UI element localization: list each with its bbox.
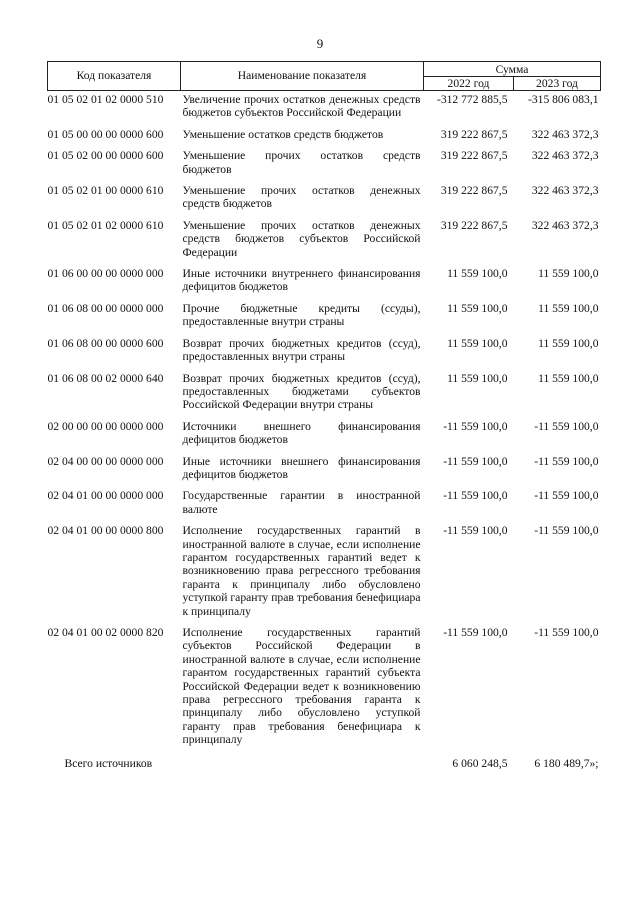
total-2022: 6 060 248,5 <box>452 756 508 770</box>
indicator-code: 02 04 00 00 00 0000 000 <box>47 454 164 468</box>
header-year-2022: 2022 год <box>424 77 514 91</box>
amount-2022: 319 222 867,5 <box>440 218 508 232</box>
indicator-code: 01 05 02 00 00 0000 600 <box>47 149 164 163</box>
table-row <box>48 217 601 265</box>
amount-2022: 11 559 100,0 <box>447 301 508 315</box>
indicator-name: Иные источники внешнего финансирования дефицитов бюджетов <box>182 454 421 481</box>
amount-2023: 11 559 100,0 <box>538 371 599 385</box>
header-year-2023: 2023 год <box>514 77 601 91</box>
amount-2023: -11 559 100,0 <box>534 626 599 639</box>
total-2023: 6 180 489,7»; <box>534 756 599 770</box>
amount-2023: -11 559 100,0 <box>534 454 599 468</box>
indicator-code: 01 05 02 01 02 0000 510 <box>47 93 164 106</box>
indicator-name: Исполнение государственных гарантий субъектов Российской Федерации в иностранной валюте в случае, если исполнение гарантом государственных гарантий субъекта Российской Федерации ведет к возникновению права регрессного требования гаранта к принципалу либо обусловлено уступкой гаранту прав требования бенефициара к принципалу <box>182 626 421 747</box>
amount-2022: 11 559 100,0 <box>447 267 508 281</box>
indicator-name: Возврат прочих бюджетных кредитов (ссуд), предоставленных внутри страны <box>182 336 421 364</box>
indicator-code: 01 05 00 00 00 0000 600 <box>47 127 164 141</box>
indicator-name: Возврат прочих бюджетных кредитов (ссуд), предоставленных бюджетами субъектов Российской Федерации внутри страны <box>182 371 421 412</box>
total-row <box>48 753 601 770</box>
table-row <box>48 335 601 370</box>
indicator-name: Уменьшение остатков средств бюджетов <box>182 127 384 141</box>
amount-2022: 319 222 867,5 <box>440 127 508 141</box>
table-row <box>48 147 601 182</box>
amount-2022: -11 559 100,0 <box>443 454 508 468</box>
indicator-code: 01 05 02 01 00 0000 610 <box>47 184 164 198</box>
amount-2022: -11 559 100,0 <box>443 524 508 538</box>
table-row <box>48 265 601 300</box>
total-label: Всего источников <box>64 756 153 770</box>
indicator-code: 01 05 02 01 02 0000 610 <box>47 218 164 232</box>
amount-2023: 11 559 100,0 <box>538 267 599 281</box>
indicator-code: 01 06 08 00 00 0000 000 <box>47 301 164 315</box>
amount-2022: 11 559 100,0 <box>447 336 508 350</box>
amount-2023: 11 559 100,0 <box>538 301 599 315</box>
indicator-code: 01 06 00 00 00 0000 000 <box>47 267 164 281</box>
amount-2023: -315 806 083,1 <box>527 93 599 106</box>
table-row <box>48 182 601 217</box>
page-number: 9 <box>316 36 324 51</box>
indicator-name: Источники внешнего финансирования дефицитов бюджетов <box>182 419 421 447</box>
header-code: Код показателя <box>48 62 181 91</box>
amount-2022: 319 222 867,5 <box>440 184 508 198</box>
indicator-name: Иные источники внутреннего финансирования дефицитов бюджетов <box>182 267 421 294</box>
amount-2023: 322 463 372,3 <box>531 127 599 141</box>
indicator-code: 02 04 01 00 00 0000 000 <box>47 489 164 503</box>
table-row <box>48 91 601 126</box>
indicator-code: 02 04 01 00 00 0000 800 <box>47 524 164 538</box>
table-row <box>48 487 601 522</box>
table-row <box>48 418 601 453</box>
indicator-code: 02 04 01 00 02 0000 820 <box>47 626 164 639</box>
indicator-name: Увеличение прочих остатков денежных средств бюджетов субъектов Российской Федерации <box>182 93 421 120</box>
indicator-name: Прочие бюджетные кредиты (ссуды), предоставленные внутри страны <box>182 301 421 329</box>
sources-table <box>47 61 601 770</box>
amount-2023: -11 559 100,0 <box>534 524 599 538</box>
amount-2023: -11 559 100,0 <box>534 419 599 433</box>
header-sum: Сумма <box>424 62 601 77</box>
indicator-code: 01 06 08 00 02 0000 640 <box>47 371 164 385</box>
table-body <box>48 91 601 753</box>
table-row <box>48 300 601 335</box>
table-row <box>48 522 601 624</box>
amount-2023: 11 559 100,0 <box>538 336 599 350</box>
table-header <box>48 62 601 91</box>
indicator-name: Уменьшение прочих остатков денежных средств бюджетов субъектов Российской Федерации <box>182 218 421 259</box>
amount-2023: -11 559 100,0 <box>534 489 599 503</box>
indicator-name: Уменьшение прочих остатков денежных средств бюджетов <box>182 184 421 211</box>
indicator-name: Государственные гарантии в иностранной валюте <box>182 489 421 516</box>
table-row <box>48 126 601 147</box>
table-row <box>48 370 601 418</box>
amount-2022: -11 559 100,0 <box>443 419 508 433</box>
total-name-empty <box>181 753 424 770</box>
indicator-name: Исполнение государственных гарантий в иностранной валюте в случае, если исполнение гарантом государственных гарантий ведет к возникновению права регрессного требования гаранта к принципалу либо обусловлено уступкой гаранту прав требования бенефициара к принципалу <box>182 524 421 618</box>
indicator-name: Уменьшение прочих остатков средств бюджетов <box>182 149 421 176</box>
header-name: Наименование показателя <box>181 62 424 91</box>
amount-2023: 322 463 372,3 <box>531 184 599 198</box>
indicator-code: 01 06 08 00 00 0000 600 <box>47 336 164 350</box>
table-row <box>48 624 601 753</box>
amount-2022: -11 559 100,0 <box>443 626 508 639</box>
amount-2022: -312 772 885,5 <box>436 93 508 106</box>
table-row <box>48 453 601 488</box>
amount-2023: 322 463 372,3 <box>531 218 599 232</box>
amount-2022: -11 559 100,0 <box>443 489 508 503</box>
amount-2023: 322 463 372,3 <box>531 149 599 163</box>
indicator-code: 02 00 00 00 00 0000 000 <box>47 419 164 433</box>
amount-2022: 11 559 100,0 <box>447 371 508 385</box>
amount-2022: 319 222 867,5 <box>440 149 508 163</box>
